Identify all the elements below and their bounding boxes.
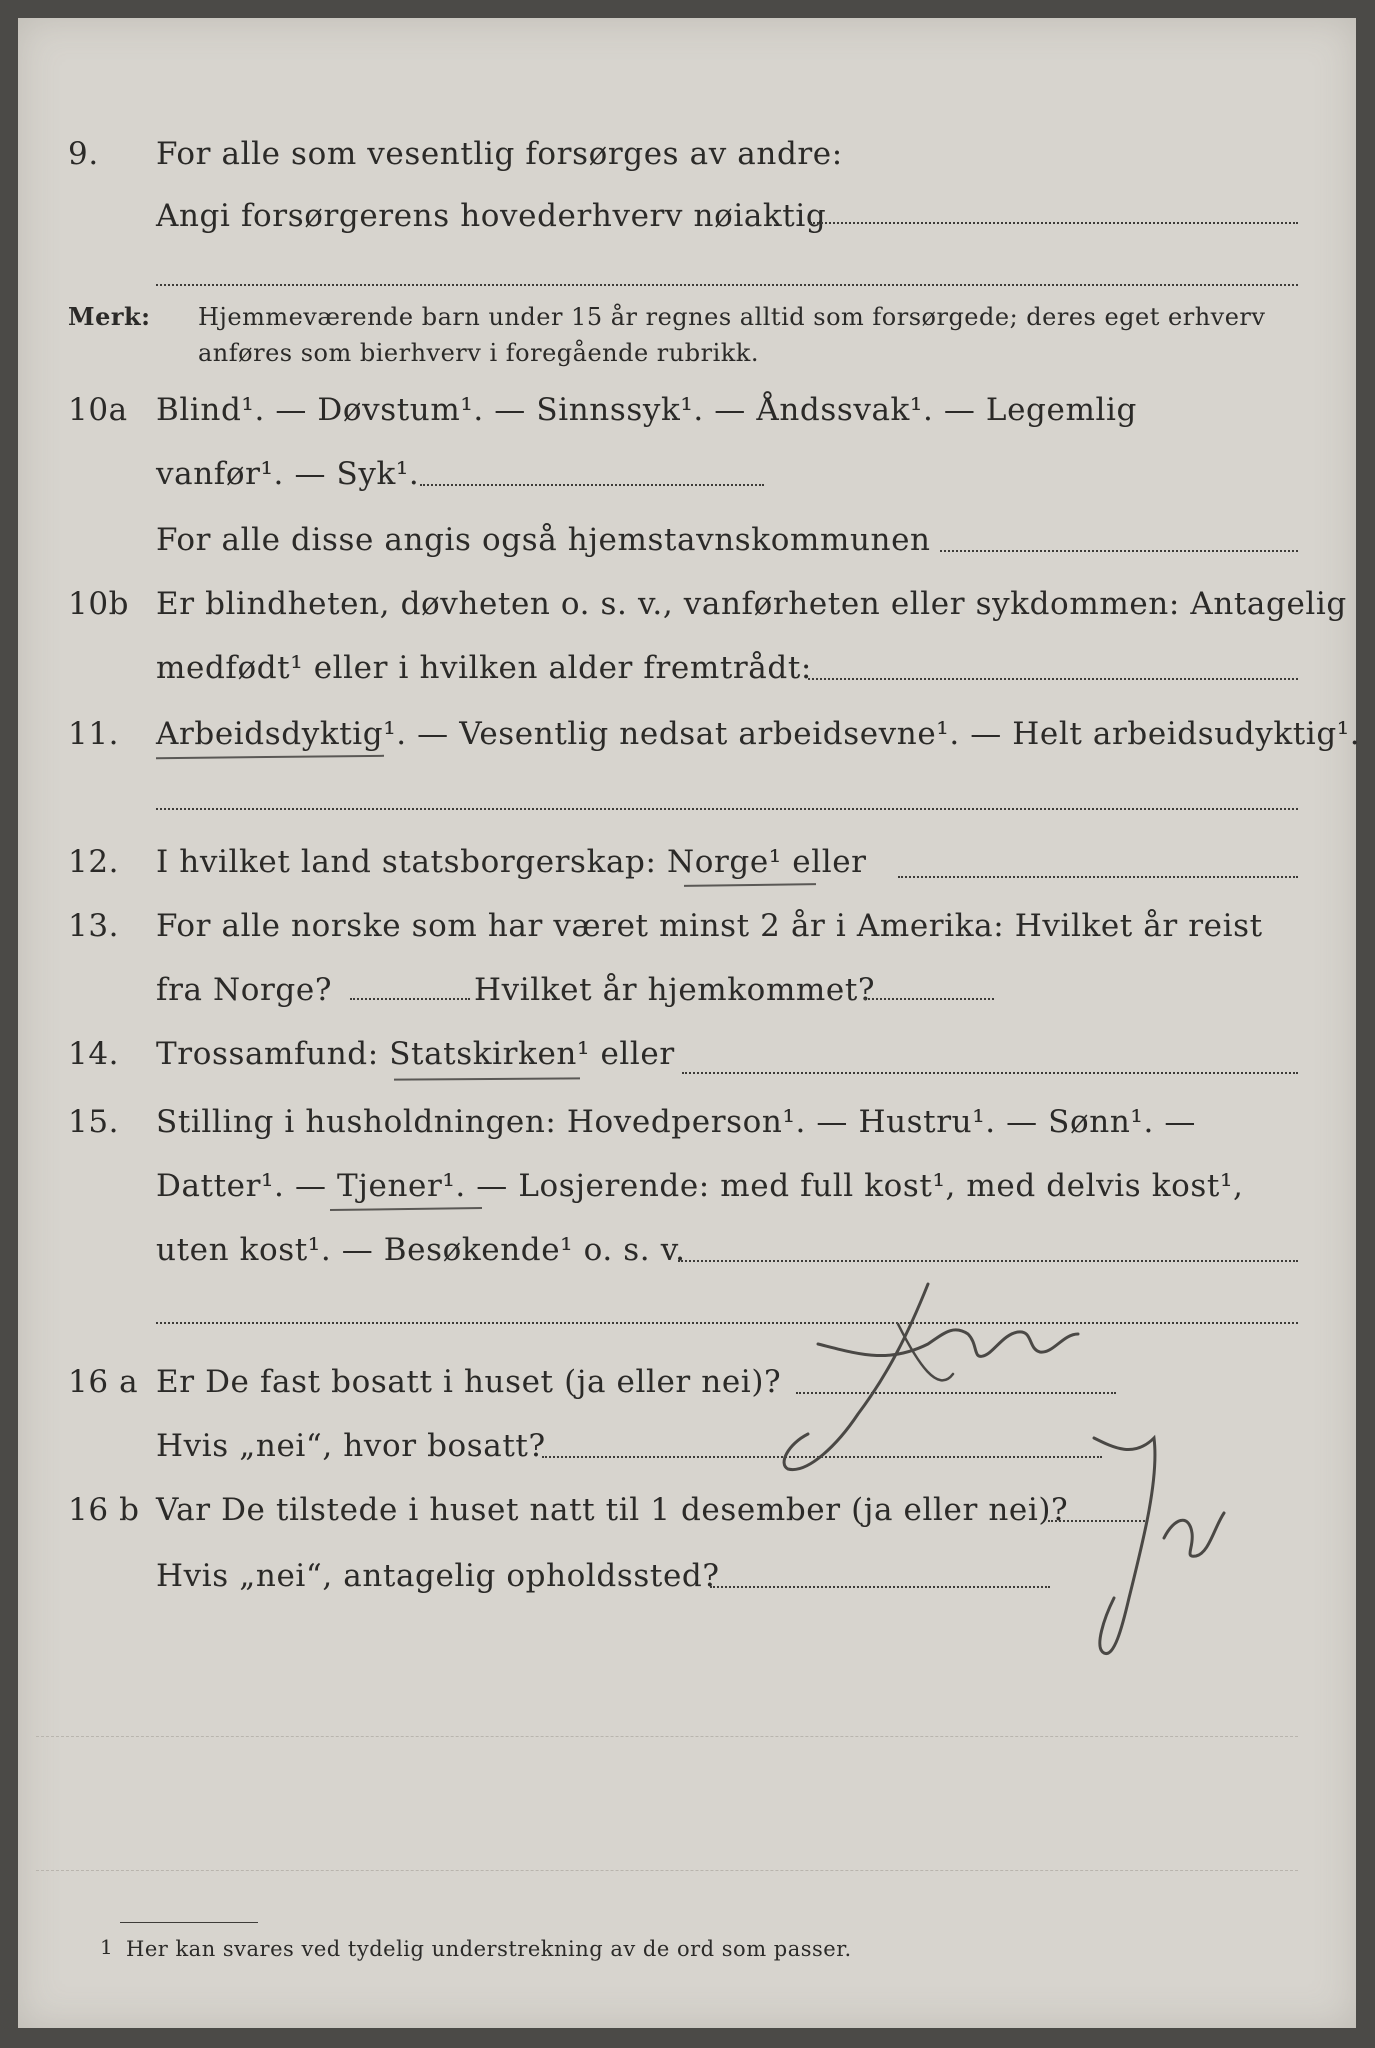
q10a-hometown-field[interactable] xyxy=(940,550,1298,552)
q11-handwritten-underline xyxy=(156,755,384,759)
q16b-line2: Hvis „nei“, antagelig opholdssted? xyxy=(156,1558,720,1594)
q15-answer-field-2[interactable] xyxy=(156,1322,1298,1324)
q10a-line1: Blind¹. — Døvstum¹. — Sinnssyk¹. — Åndssvak¹. — Legemlig xyxy=(156,392,1137,428)
q15-answer-field[interactable] xyxy=(678,1260,1298,1262)
q16a-number: 16 a xyxy=(68,1364,139,1400)
footnote-text: Her kan svares ved tydelig understrekning av de ord som passer. xyxy=(126,1937,852,1961)
q13-line2a: fra Norge? xyxy=(156,972,333,1008)
q16b-line1: Var De tilstede i huset natt til 1 desember (ja eller nei)? xyxy=(156,1492,1069,1528)
q9-answer-field[interactable] xyxy=(810,222,1298,224)
q16a-line2: Hvis „nei“, hvor bosatt? xyxy=(156,1428,546,1464)
footnote-mark: 1 xyxy=(100,1935,114,1959)
q16b-number: 16 b xyxy=(68,1492,140,1528)
footnote-divider xyxy=(120,1922,258,1923)
q14-line1: Trossamfund: Statskirken¹ eller xyxy=(156,1036,675,1072)
q10a-answer-field[interactable] xyxy=(420,484,764,486)
merk-line1: Hjemmeværende barn under 15 år regnes alltid som forsørgede; deres eget erhverv xyxy=(198,303,1266,331)
handwritten-answer-16a xyxy=(778,1264,1108,1504)
q15-number: 15. xyxy=(68,1104,120,1140)
q15-line2: Datter¹. — Tjener¹. — Losjerende: med full kost¹, med delvis kost¹, xyxy=(156,1168,1244,1204)
q15-handwritten-underline xyxy=(330,1207,482,1211)
q11-answer-field[interactable] xyxy=(156,808,1298,810)
merk-label: Merk: xyxy=(68,302,151,331)
q15-line1: Stilling i husholdningen: Hovedperson¹. — Hustru¹. — Sønn¹. — xyxy=(156,1104,1196,1140)
q11-number: 11. xyxy=(68,716,120,752)
blank-rule xyxy=(36,1736,1298,1737)
q9-line2: Angi forsørgerens hovederhverv nøiaktig xyxy=(156,198,827,234)
q11-line1: Arbeidsdyktig¹. — Vesentlig nedsat arbeidsevne¹. — Helt arbeidsudyktig¹. xyxy=(156,716,1361,752)
q13-departure-year-field[interactable] xyxy=(350,998,470,1000)
q12-line1: I hvilket land statsborgerskap: Norge¹ eller xyxy=(156,844,867,880)
q10b-number: 10b xyxy=(68,586,130,622)
q10a-line2: vanfør¹. — Syk¹. xyxy=(156,456,420,492)
q10b-answer-field[interactable] xyxy=(808,678,1298,680)
census-form-page xyxy=(18,18,1361,2028)
q13-line1: For alle norske som har været minst 2 år i Amerika: Hvilket år reist xyxy=(156,908,1263,944)
handwritten-answer-16b xyxy=(1074,1418,1314,1678)
q12-number: 12. xyxy=(68,844,120,880)
q10b-line1: Er blindheten, døvheten o. s. v., vanførheten eller sykdommen: Antagelig xyxy=(156,586,1347,622)
q9-number: 9. xyxy=(68,136,99,172)
q15-line3: uten kost¹. — Besøkende¹ o. s. v. xyxy=(156,1232,686,1268)
q9-answer-field-2[interactable] xyxy=(156,284,1298,286)
blank-rule xyxy=(36,1870,1298,1871)
q9-line1: For alle som vesentlig forsørges av andre: xyxy=(156,136,843,172)
q16b-whereabouts-field[interactable] xyxy=(710,1586,1050,1588)
q10a-number: 10a xyxy=(68,392,128,428)
q14-handwritten-underline xyxy=(394,1077,580,1080)
q13-line2b: Hvilket år hjemkommet? xyxy=(474,972,876,1008)
q14-number: 14. xyxy=(68,1036,120,1072)
q12-handwritten-underline xyxy=(684,883,816,887)
q13-number: 13. xyxy=(68,908,120,944)
q10a-line3: For alle disse angis også hjemstavnskommunen xyxy=(156,522,931,558)
q12-answer-field[interactable] xyxy=(898,876,1298,878)
q13-return-year-field[interactable] xyxy=(864,998,994,1000)
merk-line2: anføres som bierhverv i foregående rubrikk. xyxy=(198,339,759,367)
q10b-line2: medfødt¹ eller i hvilken alder fremtrådt: xyxy=(156,650,812,686)
q14-answer-field[interactable] xyxy=(682,1072,1298,1074)
q16a-line1: Er De fast bosatt i huset (ja eller nei)? xyxy=(156,1364,782,1400)
